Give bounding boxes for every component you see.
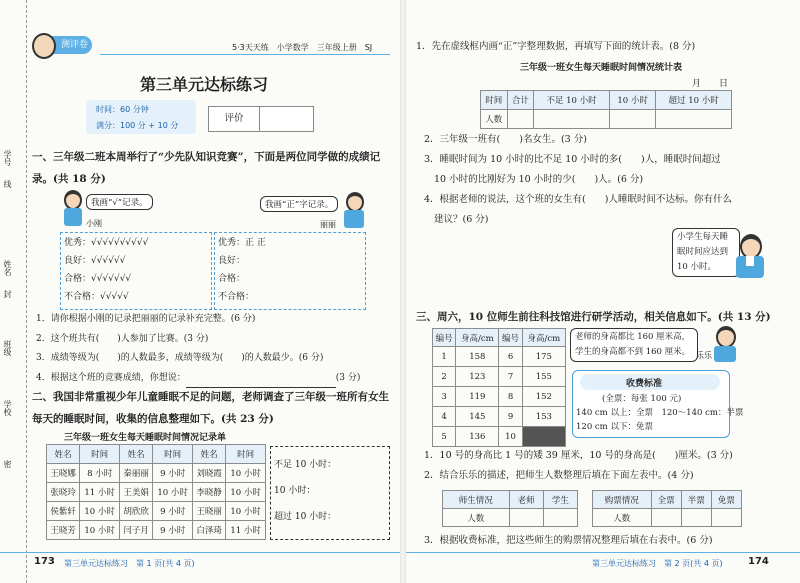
- answer-cell[interactable]: [509, 509, 543, 527]
- table-cell: 张晓玲: [47, 483, 80, 502]
- score-info: 满分：100 分 + 10 分: [96, 121, 179, 130]
- table-cell: 1: [433, 347, 456, 367]
- table-cell: 11 小时: [80, 483, 120, 502]
- eval-label: 评价: [209, 107, 260, 131]
- record-marks: √√√√√√: [91, 256, 126, 266]
- margin-labels: [2, 150, 14, 480]
- table-row: [47, 521, 266, 540]
- table-cell: 9 小时: [153, 521, 193, 540]
- fee-title: 收费标准: [626, 379, 663, 389]
- answer-cell[interactable]: [609, 110, 656, 129]
- page-number-right: 174: [748, 556, 769, 567]
- table-cell: 10 小时: [226, 502, 266, 521]
- table-row: [481, 110, 732, 129]
- page-title: 第三单元达标练习: [140, 75, 269, 94]
- q2-caption: 三年级一班女生每天睡眠时间情况记录单: [64, 433, 227, 443]
- table-cell: 8 小时: [80, 464, 120, 483]
- table-header: 师生情况: [443, 491, 510, 509]
- blurred-cell: [522, 427, 565, 447]
- fee-line: (全票：每张 100 元): [602, 394, 682, 404]
- header-info: 5·3天天练 小学数学 三年级上册 SJ: [232, 43, 373, 52]
- record-label: 不合格：: [64, 292, 101, 302]
- margin-label-line: 线: [3, 180, 12, 188]
- table-cell: 145: [456, 407, 499, 427]
- table-cell: 人数: [443, 509, 510, 527]
- table-row: [47, 502, 266, 521]
- stat-caption: 三年级一班女生每天睡眠时间情况统计表: [520, 63, 683, 73]
- table-header: 学生: [543, 491, 577, 509]
- table-cell: 7: [499, 367, 522, 387]
- answer-cell[interactable]: [507, 110, 534, 129]
- answer-cell[interactable]: [534, 110, 610, 129]
- margin-label-class: 班级: [3, 340, 12, 356]
- bubble-lili: 我画“正”字记录。: [260, 196, 338, 212]
- table-cell: 155: [522, 367, 565, 387]
- eval-box: [208, 106, 314, 132]
- q1-text: [32, 146, 380, 190]
- girl-body: [344, 210, 364, 228]
- record-label: 良好：: [218, 256, 246, 266]
- table-header: 姓名: [192, 445, 225, 464]
- margin-label-name: 姓名: [3, 260, 12, 276]
- height-table: [432, 328, 566, 447]
- answer-cell[interactable]: [651, 509, 681, 527]
- table-header: 时间: [80, 445, 120, 464]
- stat-date: 月 日: [692, 79, 729, 89]
- table-cell: 10 小时: [226, 464, 266, 483]
- table-cell: 9: [499, 407, 522, 427]
- answer-cell[interactable]: [681, 509, 711, 527]
- table-cell: 152: [522, 387, 565, 407]
- table-cell: 胡欣欣: [119, 502, 152, 521]
- answer-cell[interactable]: [711, 509, 741, 527]
- table-cell: 侯紫轩: [47, 502, 80, 521]
- record-rows-right: [218, 234, 266, 306]
- r-q2: 2．三年级一班有( )名女生。(3 分): [424, 134, 587, 145]
- record-label: 优秀：: [218, 238, 246, 248]
- q1-line1: 一、三年级二班本周举行了“少先队知识竞赛”，下面是两位同学做的成绩记: [32, 151, 381, 163]
- table-header: 合计: [507, 91, 534, 110]
- q3-sub2: 2．结合乐乐的描述，把师生人数整理后填在下面左表中。(4 分): [424, 470, 694, 481]
- page-number-left: 173: [34, 556, 55, 567]
- table-cell: 王晓娜: [47, 464, 80, 483]
- tally-label: 超过 10 小时：: [274, 512, 337, 522]
- table-header: 时间: [481, 91, 508, 110]
- record-label: 良好：: [64, 256, 92, 266]
- table-cell: 11 小时: [226, 521, 266, 540]
- table-cell: 175: [522, 347, 565, 367]
- table-cell: 王晓丽: [192, 502, 225, 521]
- table-row: [433, 387, 566, 407]
- table-header: 免票: [711, 491, 741, 509]
- record-label: 合格：: [218, 274, 246, 284]
- table-cell: 秦丽丽: [119, 464, 152, 483]
- table-header: 不足 10 小时: [534, 91, 610, 110]
- teacher-bubble: 小学生每天睡眠时间应达到 10 小时。: [672, 228, 740, 277]
- q1-subquestions: [36, 310, 360, 388]
- table-cell: 153: [522, 407, 565, 427]
- table-header: 时间: [226, 445, 266, 464]
- badge-avatar: [32, 33, 56, 59]
- answer-cell[interactable]: [543, 509, 577, 527]
- table-row: [47, 464, 266, 483]
- table-cell: 10 小时: [153, 483, 193, 502]
- q1-sub1: 1．请你根据小刚的记录把丽丽的记录补充完整。(6 分): [36, 314, 256, 324]
- q3-sub3: 3．根据收费标准，把这些师生的购票情况整理后填在右表中。(6 分): [424, 535, 713, 546]
- table-row: [433, 407, 566, 427]
- r-q3-line2: 10 小时的比刚好为 10 小时的少( )人。(6 分): [434, 174, 644, 185]
- table-cell: 123: [456, 367, 499, 387]
- record-label: 不合格：: [218, 292, 255, 302]
- q2-line1: 二、我国非常重视少年儿童睡眠不足的问题，老师调查了三年级一班所有女生: [32, 391, 389, 403]
- table-row: [593, 509, 742, 527]
- table-header: 半票: [681, 491, 711, 509]
- fee-line: 120 cm 以下：免票: [576, 422, 653, 432]
- margin-label-school: 学校: [3, 400, 12, 416]
- table-cell: 刘晓霞: [192, 464, 225, 483]
- tally-labels: [274, 452, 336, 530]
- record-marks: √√√√√√√: [91, 274, 132, 284]
- tally-label: 10 小时：: [274, 486, 316, 496]
- table-cell: 119: [456, 387, 499, 407]
- table-header: 编号: [433, 329, 456, 347]
- table-header: 10 小时: [609, 91, 656, 110]
- table-row: [47, 483, 266, 502]
- lele-icon: [716, 326, 736, 348]
- table-row: [433, 427, 566, 447]
- record-row: [218, 270, 266, 288]
- table-cell: 王美娟: [119, 483, 152, 502]
- q1-line2: 录。(共 18 分): [32, 173, 106, 185]
- record-marks: √√√√√√√√√√: [91, 238, 149, 248]
- r-q1: 1．先在虚线框内画“正”字整理数据，再填写下面的统计表。(8 分): [416, 41, 696, 52]
- bubble-xiaogang: 我画“√”记录。: [86, 194, 153, 210]
- q1-sub4-text: 4．根据这个班的竞赛成绩，你想说：: [36, 372, 186, 383]
- margin-label-id: 学号: [3, 150, 12, 166]
- table-header: 姓名: [47, 445, 80, 464]
- table-cell: 158: [456, 347, 499, 367]
- r-questions: [424, 130, 732, 230]
- fee-lines: [576, 392, 743, 434]
- record-row: [218, 252, 266, 270]
- girl-icon: [346, 192, 364, 212]
- margin-label-seal: 封: [3, 290, 12, 298]
- r-q4-line2: 建议？(6 分): [434, 214, 489, 225]
- table-cell: 10 小时: [226, 483, 266, 502]
- table-cell: 136: [456, 427, 499, 447]
- record-marks: 正 正: [245, 238, 266, 248]
- q2-line2: 每天的睡眠时间，收集的信息整理如下。(共 23 分): [32, 413, 274, 425]
- record-row: [64, 252, 148, 270]
- table-header: 老师: [509, 491, 543, 509]
- table-header: 时间: [153, 445, 193, 464]
- table-cell: 李晓静: [192, 483, 225, 502]
- boy-body: [64, 208, 82, 226]
- time-info: 时间：60 分钟: [96, 105, 149, 114]
- fee-line: 140 cm 以上：全票 120～140 cm：半票: [576, 408, 744, 418]
- answer-cell[interactable]: [656, 110, 732, 129]
- table-cell: 人数: [593, 509, 652, 527]
- table-cell: 3: [433, 387, 456, 407]
- table-cell: 9 小时: [153, 502, 193, 521]
- sleep-record-table: [46, 444, 266, 540]
- q1-sub2: 2．这个班共有( )人参加了比赛。(3 分): [36, 333, 209, 344]
- lele-name: 乐乐: [696, 351, 712, 360]
- table-cell: 10 小时: [80, 502, 120, 521]
- r-q4-line1: 4．根据老师的说法，这个班的女生有( )人睡眠时间不达标。你有什么: [424, 194, 732, 205]
- table-header: 超过 10 小时: [656, 91, 732, 110]
- table-cell: 白泽琦: [192, 521, 225, 540]
- q3-sub: [424, 446, 733, 486]
- q2-text: [32, 386, 389, 430]
- name-xiaogang: 小刚: [86, 219, 102, 228]
- table-row: [433, 347, 566, 367]
- table-cell: 8: [499, 387, 522, 407]
- table-cell: 9 小时: [153, 464, 193, 483]
- table-cell: 2: [433, 367, 456, 387]
- footer-text-left: 第三单元达标练习 第 1 页(共 4 页): [64, 559, 195, 568]
- record-row: [218, 288, 266, 306]
- table-row: [433, 367, 566, 387]
- table-cell: 4: [433, 407, 456, 427]
- lele-body: [714, 346, 736, 362]
- table-header: 编号: [499, 329, 522, 347]
- record-rows-left: [64, 234, 148, 306]
- table-cell: 人数: [481, 110, 508, 129]
- header-rule: [100, 54, 390, 55]
- footer-left: [0, 552, 400, 575]
- lele-bubble: 老师的身高都比 160 厘米高，学生的身高都不到 160 厘米。: [570, 328, 698, 362]
- table-header: 购票情况: [593, 491, 652, 509]
- table-row: [443, 509, 578, 527]
- table-cell: 5: [433, 427, 456, 447]
- table-header: 身高/cm: [456, 329, 499, 347]
- sleep-stat-table: [480, 90, 732, 129]
- teacher-collar: [746, 256, 754, 266]
- r-q3-line1: 3．睡眠时间为 10 小时的比不足 10 小时的多( )人，睡眠时间超过: [424, 154, 721, 165]
- ticket-table: [592, 490, 742, 527]
- table-header: 姓名: [119, 445, 152, 464]
- table-cell: 王晓芳: [47, 521, 80, 540]
- record-row: [64, 288, 148, 306]
- people-table: [442, 490, 578, 527]
- q1-sub4-score: (3 分): [335, 372, 361, 383]
- table-cell: 闫子月: [119, 521, 152, 540]
- record-label: 合格：: [64, 274, 92, 284]
- q1-sub3: 3．成绩等级为( )的人数最多，成绩等级为( )的人数最少。(6 分): [36, 353, 324, 363]
- record-marks: √√√√√: [100, 292, 129, 302]
- record-label: 优秀：: [64, 238, 92, 248]
- table-header: 身高/cm: [522, 329, 565, 347]
- q3-text: 三、周六，10 位师生前往科技馆进行研学活动，相关信息如下。(共 13 分): [416, 311, 771, 323]
- record-row: [64, 234, 148, 252]
- margin-label-secret: 密: [3, 460, 12, 468]
- table-cell: 10: [499, 427, 522, 447]
- table-header: 全票: [651, 491, 681, 509]
- record-row: [64, 270, 148, 288]
- record-row: [218, 234, 266, 252]
- boy-icon: [64, 190, 82, 210]
- page-fold: [400, 0, 406, 583]
- name-lili: 丽丽: [320, 220, 336, 229]
- tally-label: 不足 10 小时：: [274, 460, 337, 470]
- table-cell: 6: [499, 347, 522, 367]
- badge-label: 测评卷: [60, 40, 88, 50]
- table-cell: 10 小时: [80, 521, 120, 540]
- q3-sub1: 1．10 号的身高比 1 号的矮 39 厘米，10 号的身高是( )厘米。(3 分): [424, 450, 733, 461]
- footer-text-right: 第三单元达标练习 第 2 页(共 4 页): [592, 559, 723, 568]
